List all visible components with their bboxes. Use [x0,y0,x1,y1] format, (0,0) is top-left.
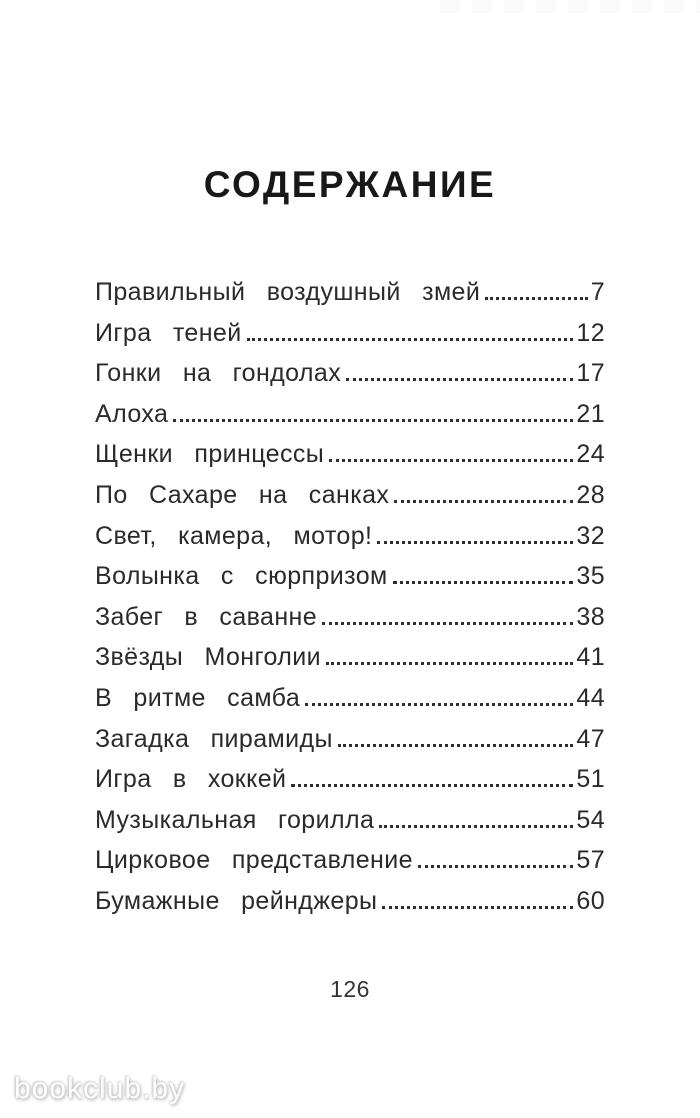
toc-entry-page: 12 [576,318,605,347]
toc-entry-page: 38 [576,602,605,631]
page-title: СОДЕРЖАНИЕ [203,164,497,205]
toc-entry-page: 44 [576,683,605,712]
toc-entry-title: Алоха [95,399,169,428]
dot-leader [247,338,574,341]
toc-entry-page: 54 [576,805,605,834]
toc-row [95,434,605,475]
toc-entry-title: Волынка с сюрпризом [95,562,388,591]
toc-row [95,313,605,354]
toc-row [95,353,605,394]
toc-entry-page: 51 [576,765,605,794]
toc-entry-page: 24 [576,440,605,469]
toc-entry-title: Свет, камера, мотор! [95,521,373,550]
toc-entry-page: 41 [576,643,605,672]
toc-row [95,597,605,638]
toc-entry-title: Игра теней [95,318,242,347]
toc-row [95,637,605,678]
dot-leader [338,744,574,747]
toc-entry-page: 28 [576,480,605,509]
toc-entry-page: 35 [576,562,605,591]
toc-row [95,719,605,760]
toc-entry-title: Звёзды Монголии [95,643,321,672]
toc-entry-title: Игра в хоккей [95,765,287,794]
dot-leader [173,419,573,422]
toc-entry-title: Забег в саванне [95,602,318,631]
dot-leader [377,541,573,544]
dot-leader [485,297,587,300]
toc-entry-title: Цирковое представление [95,846,413,875]
toc-row [95,840,605,881]
dot-leader [322,622,573,625]
watermark: bookclub.by [14,1072,186,1105]
toc-entry-page: 32 [576,521,605,550]
toc-row [95,272,605,313]
dot-leader [393,581,574,584]
dot-leader [326,662,573,665]
dot-leader [394,500,573,503]
toc-entry-title: Правильный воздушный змей [95,278,481,306]
dot-leader [329,459,573,462]
toc-entry-page: 57 [576,846,605,875]
toc-entry-title: В ритме самба [95,683,301,712]
toc-entry-page: 47 [576,724,605,753]
toc-entry-title: Гонки на гондолах [95,359,342,388]
toc-row [95,881,605,922]
toc-entry-page: 17 [576,359,605,388]
toc-list [95,272,605,922]
toc-entry-page: 60 [576,886,605,915]
toc-entry-title: Музыкальная горилла [95,805,375,834]
toc-row [95,759,605,800]
toc-row [95,516,605,557]
folio-page-number: 126 [330,976,370,1002]
scan-edge-artifact [440,0,700,13]
dot-leader [305,703,573,706]
toc-entry-page: 21 [576,399,605,428]
toc-row [95,475,605,516]
dot-leader [291,784,573,787]
toc-row [95,800,605,841]
toc-entry-title: Щенки принцессы [95,440,325,469]
toc-row [95,678,605,719]
toc-entry-title: Загадка пирамиды [95,724,333,753]
dot-leader [379,825,573,828]
toc-entry-page: 7 [590,278,605,306]
toc-row [95,394,605,435]
dot-leader [382,906,573,909]
dot-leader [418,865,574,868]
toc-entry-title: Бумажные рейнджеры [95,886,378,915]
dot-leader [346,378,573,381]
toc-row [95,556,605,597]
toc-entry-title: По Сахаре на санках [95,480,390,509]
